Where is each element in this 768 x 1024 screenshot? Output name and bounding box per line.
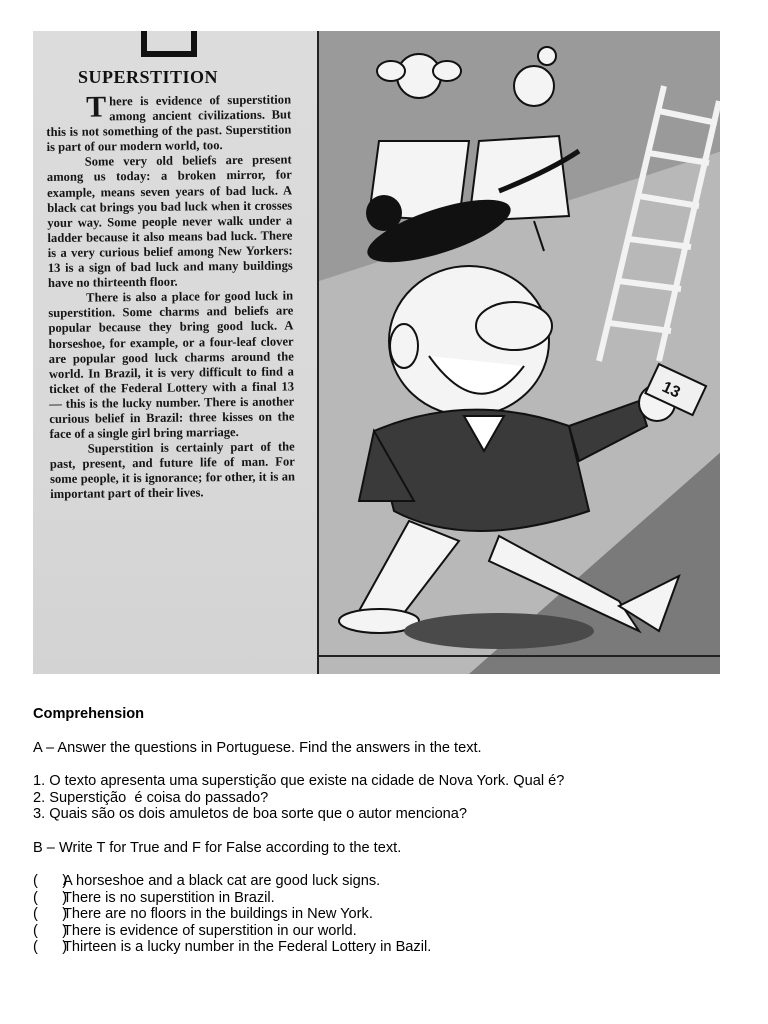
question-3: 3. Quais são os dois amuletos de boa sorte que o autor menciona? <box>33 806 468 822</box>
box-ornament <box>141 31 197 57</box>
tf-statement: ( ) There are no floors in the buildings in New York. <box>33 906 373 922</box>
question-2: 2. Superstição é coisa do passado? <box>33 789 269 806</box>
answer-blank[interactable]: ( ) <box>33 922 68 939</box>
drop-cap: T <box>85 90 107 124</box>
article-paragraph-2: Some very old beliefs are present among us today: a broken mirror, for example, means seven years of bad luck. A black cat brings you bad luck when it crosses your way. Some people never walk under a ladder because it also means bad luck. There is a very curious belief among New Yorkers: 13 is a sign of bad luck and many buildings have no thirteenth floor. <box>46 152 293 291</box>
cartoon-drawing <box>319 31 720 674</box>
article-paragraph-1: There is evidence of superstition among ancient civilizations. But this is not something of the past. Superstition is part of our modern world, too. <box>46 90 292 155</box>
tf-statement: ( ) There is evidence of superstition in our world. <box>33 922 357 939</box>
article-paragraph-3: There is also a place for good luck in superstition. Some charms and beliefs are popular because they bring good luck. A horseshoe, for example, or a four-leaf clover are popular good luck charms around the world. In Brazil, it is very difficult to find a ticket of the Federal Lottery with a final 13 — this is the lucky number. There is another curious belief in Brazil: three kisses on the face of a single girl bring marriage. <box>48 288 295 442</box>
section-b-instruction: B – Write T for True and F for False according to the text. <box>33 839 402 856</box>
tf-statement: ( ) Thirteen is a lucky number in the Federal Lottery in Bazil. <box>33 939 432 955</box>
answer-blank[interactable]: ( ) <box>33 873 68 889</box>
question-1: 1. O texto apresenta uma superstição que existe na cidade de Nova York. Qual é? <box>33 773 565 789</box>
cartoon-illustration <box>317 31 720 674</box>
tf-statement: ( ) A horseshoe and a black cat are good luck signs. <box>33 873 381 889</box>
worksheet-heading: Comprehension <box>33 706 145 722</box>
ticket-number: 13 <box>659 378 683 402</box>
answer-blank[interactable]: ( ) <box>33 939 68 955</box>
worksheet <box>33 706 733 956</box>
tf-statement: ( ) There is no superstition in Brazil. <box>33 889 275 906</box>
answer-blank[interactable]: ( ) <box>33 906 68 922</box>
answer-blank[interactable]: ( ) <box>33 889 68 906</box>
scanned-textbook-page <box>33 31 720 674</box>
article-column <box>33 31 317 674</box>
article-paragraph-4: Superstition is certainly part of the past, present, and future life of man. For some people, it is ignorance; for other, it is an important part of their lives. <box>49 439 296 502</box>
section-a-instruction: A – Answer the questions in Portuguese. Find the answers in the text. <box>33 739 482 756</box>
article-title: SUPERSTITION <box>78 67 219 87</box>
article-body <box>46 92 295 502</box>
